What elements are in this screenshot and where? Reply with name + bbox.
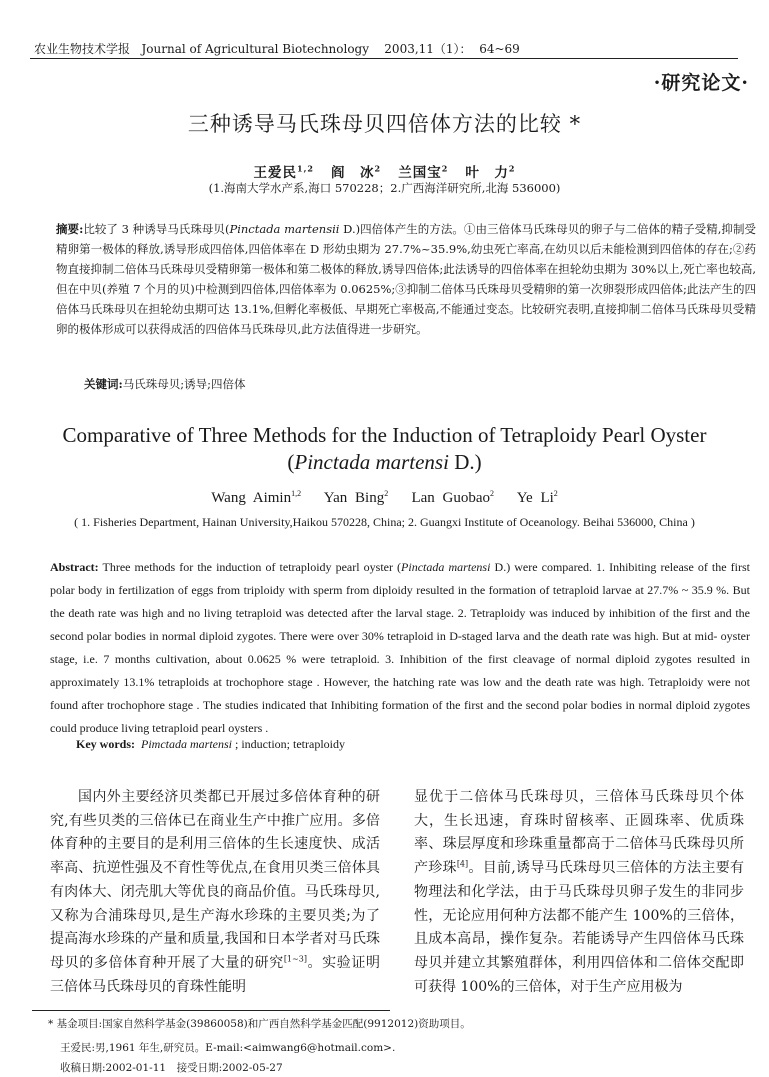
header-rule	[30, 58, 738, 59]
author-en-2: Yan Bing	[323, 490, 385, 506]
abstract-en: Abstract: Three methods for the induction of tetraploidy pearl oyster (Pinctada martensi D.) were compared. 1. Inhibiting release of the first polar body in fertilization of eggs from triploidy with sperm from diploidy resulted in the formation of tetraploid larvae at 27.7% ~ 35.9 %. But the death rate was high and no living tetraploid was detected after the larval stage. 2. Tetraploidy was induced by inhibition of the first and the second polar bodies in normal diploid zygotes. There were over 30% tetraploid in D-staged larva and the death rate was high. But at mid- oyster stage, i.e. 7 months cultivation, about 0.0625 % were tetraploid. 3. Inhibition of the first cleavage of normal diploid zygotes resulted in approximately 13.1% tetraploids at trochophore stage . However, the hatching rate was low and the death rate was high. Tetraploidy were not found after trochophore stage . The studies indicated that Inhibiting formation of the first and the second polar bodies in normal diploid zygotes could produce living tetraploid pearl oysters .	[50, 560, 750, 735]
author-en-1: Wang Aimin	[211, 490, 292, 506]
affiliation-en: ( 1. Fisheries Department, Hainan University,Haikou 570228, China; 2. Guangxi Institute of Oceanology. Beihai 536000, China )	[74, 515, 695, 529]
title-en-subtitle: (Pinctada martensi D.)	[287, 450, 482, 474]
author-en-4: Ye Li	[516, 490, 554, 506]
abstract-cn-label: 摘要:	[56, 222, 84, 236]
authors-cn: 王爱民$^{1,2}$ 阎 冰$^2$ 兰国宝$^2$ 叶 力$^2$	[253, 163, 516, 181]
citation: [1~3]	[283, 954, 307, 964]
section-tag: ·研究论文·	[653, 72, 749, 94]
abstract-cn: 摘要:比较了 3 种诱导马氏珠母贝(Pinctada martensii D.)四倍体产生的方法。①由三倍体马氏珠母贝的卵子与二倍体的精子受精,抑制受精卵第一极体的释放,诱导形成四倍体,四倍体率在 D 形幼虫期为 27.7%~35.9%,幼虫死亡率高,在幼贝以后未能检测到四倍体的存在;②药物直接抑制二倍体马氏珠母贝受精卵第一极体和第二极体的释放,诱导四倍体;此法诱导的四倍体率在担轮幼虫期为 30%以上,死亡率也较高,但在中贝(养殖 7 个月的贝)中检测到四倍体,四倍体率为 0.0625%;③抑制二倍体马氏珠母贝受精卵的第一次卵裂形成四倍体;此法产生的四倍体马氏珠母贝在担轮幼虫期可达 13.1%,但孵化率极低、早期死亡率极高,不能通过变态。比较研究表明,直接抑制二倍体马氏珠母贝受精卵的极体形成可以获得成活的四倍体马氏珠母贝,此方法值得进一步研究。	[56, 222, 756, 336]
author-en-3: Lan Guobao	[411, 490, 491, 506]
keywords-en: Key words: Pimctada martensi ; induction; tetraploidy	[76, 737, 345, 751]
abstract-en-label: Abstract:	[50, 560, 99, 574]
author-cn-2: 阎 冰	[331, 165, 375, 181]
species-name: Pinctada martensi	[294, 450, 449, 474]
affiliation-cn: (1.海南大学水产系,海口 570228；2.广西海洋研究所,北海 536000)	[208, 181, 561, 195]
citation: [4]	[456, 859, 469, 869]
keywords-en-label: Key words:	[76, 737, 135, 751]
keywords-cn: 关键词:马氏珠母贝;诱导;四倍体	[84, 377, 246, 391]
species-name: Pinctada martensii	[229, 222, 340, 236]
author-cn-1: 王爱民	[253, 165, 297, 181]
body-column-right: 显优于二倍体马氏珠母贝，三倍体马氏珠母贝个体大，生长迅速，育珠时留核率、正圆珠率、优质珠率、珠层厚度和珍珠重量都高于二倍体马氏珠母贝所产珍珠[4]。目前,诱导马氏珠母贝三倍体的方法主要有物理法和化学法，由于马氏珠母贝卵子发生的非同步性，无论应用何种方法都不能产生 100%的三倍体，且成本高昂，操作复杂。若能诱导产生四倍体马氏珠母贝并建立其繁殖群体，利用四倍体和二倍体交配即可获得 100%的三倍体，对于生产应用极为	[414, 789, 744, 995]
title-en: Comparative of Three Methods for the Induction of Tetraploidy Pearl Oyster	[62, 423, 707, 447]
body-column-left: 国内外主要经济贝类都已开展过多倍体育种的研究,有些贝类的三倍体已在商业生产中推广应用。多倍体育种的主要目的是利用三倍体的生长速度快、成活率高、抗逆性强及不育性等优点,在食用贝类三倍体具有肉体大、闭壳肌大等优良的商品价值。马氏珠母贝,又称为合浦珠母贝,是生产海水珍珠的主要贝类;为了提高海水珍珠的产量和质量,我国和日本学者对马氏珠母贝的多倍体育种开展了大量的研究[1~3]。实验证明三倍体马氏珠母贝的育珠性能明	[50, 789, 381, 995]
journal-name-cn: 农业生物技术学报	[34, 42, 131, 56]
author-cn-3: 兰国宝	[398, 165, 442, 181]
keywords-cn-label: 关键词:	[84, 377, 123, 391]
authors-en: Wang Aimin$^{1,2}$ Yan Bing$^2$ Lan Guobao$^2$ Ye Li$^2$	[211, 489, 558, 506]
title-cn: 三种诱导马氏珠母贝四倍体方法的比较 *	[187, 112, 582, 136]
author-cn-4: 叶 力	[465, 165, 509, 181]
footnote-rule	[32, 1010, 390, 1011]
issue-info: 2003,11（1）：	[384, 42, 472, 56]
footnote-fund: * 基金项目:国家自然科学基金(39860058)和广西自然科学基金匹配(9912012)资助项目。	[48, 1018, 471, 1030]
species-name: Pinctada martensi	[401, 560, 491, 574]
page-range: 64~69	[479, 42, 520, 56]
journal-name-en: Journal of Agricultural Biotechnology	[141, 42, 370, 56]
footnote-dates: 收稿日期:2002-01-11 接受日期:2002-05-27	[60, 1062, 283, 1074]
running-header	[34, 40, 734, 57]
footnote-author: 王爱民:男,1961 年生,研究员。E-mail:<aimwang6@hotmail.com>.	[60, 1042, 396, 1054]
